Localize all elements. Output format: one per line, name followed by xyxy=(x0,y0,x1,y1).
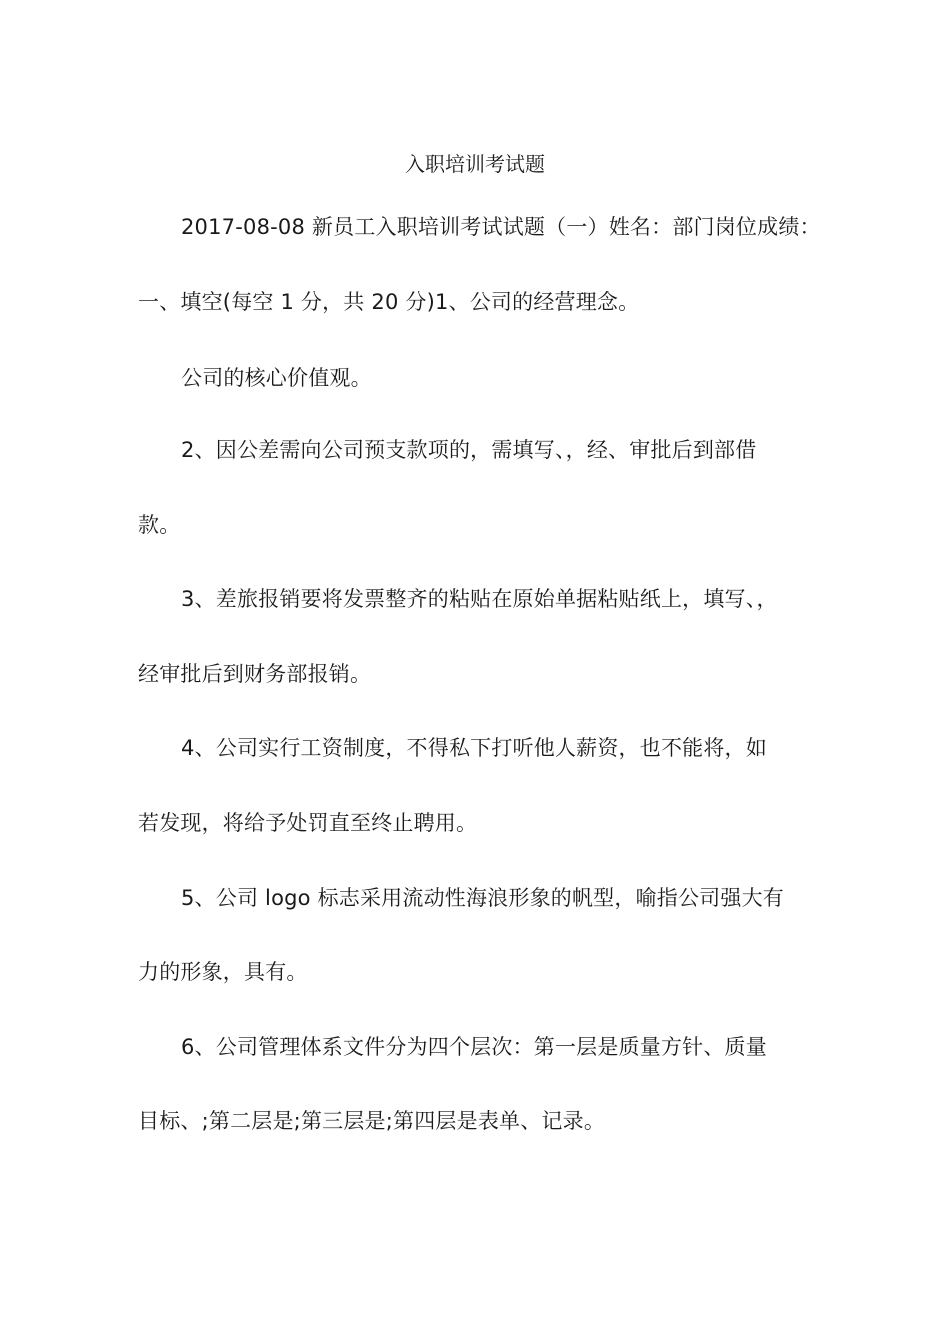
question-3-line-2: 经审批后到财务部报销。 xyxy=(138,662,372,686)
exam-header-line: 2017-08-08 新员工入职培训考试试题（一）姓名：部门岗位成绩： xyxy=(181,215,821,239)
question-6-line-1: 6、公司管理体系文件分为四个层次：第一层是质量方针、质量 xyxy=(181,1035,767,1059)
question-2-line-2: 款。 xyxy=(138,513,181,537)
section-one-line: 一、填空(每空 1 分，共 20 分)1、公司的经营理念。 xyxy=(138,290,640,314)
question-3-line-1: 3、差旅报销要将发票整齐的粘贴在原始单据粘贴纸上，填写、， xyxy=(181,587,778,611)
question-2-line-1: 2、因公差需向公司预支款项的，需填写、，经、审批后到部借 xyxy=(181,438,757,462)
question-5-line-2: 力的形象，具有。 xyxy=(138,960,308,984)
question-5-line-1: 5、公司 logo 标志采用流动性海浪形象的帆型，喻指公司强大有 xyxy=(181,886,784,910)
question-6-line-2: 目标、;第二层是;第三层是;第四层是表单、记录。 xyxy=(138,1109,606,1133)
question-4-line-2: 若发现，将给予处罚直至终止聘用。 xyxy=(138,811,478,835)
question-1-continuation: 公司的核心价值观。 xyxy=(181,366,372,390)
question-4-line-1: 4、公司实行工资制度，不得私下打听他人薪资，也不能将，如 xyxy=(181,736,767,760)
document-title: 入职培训考试题 xyxy=(405,152,545,176)
